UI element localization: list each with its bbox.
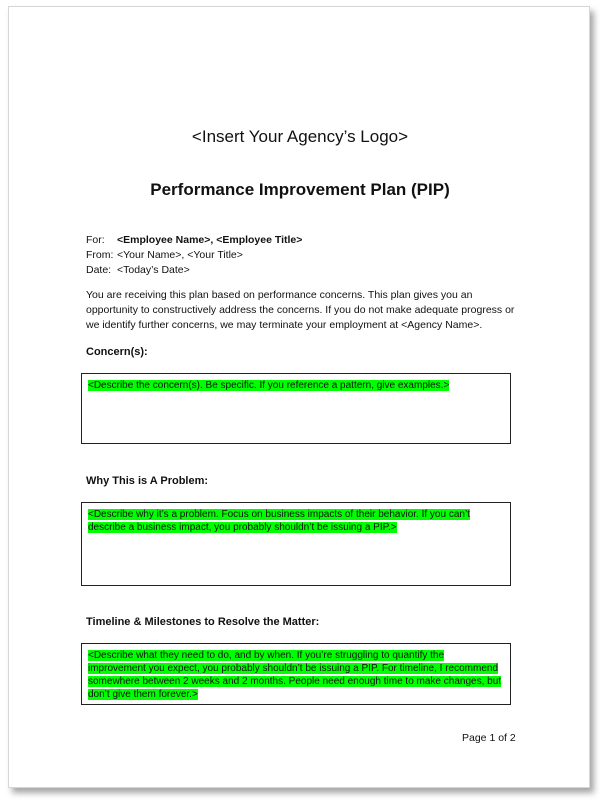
timeline-box-text: <Describe what they need to do, and by when. If you’re struggling to quantify the improvement you expect, you probably shouldn’t be issuing a PIP. For timeline, I recommend somewhere between 2 weeks and 2 months. People need enough time to make changes, but don’t give them forever.> bbox=[88, 650, 502, 700]
memo-header bbox=[86, 233, 302, 278]
concerns-heading: Concern(s): bbox=[86, 346, 148, 358]
logo-placeholder: <Insert Your Agency’s Logo> bbox=[191, 127, 409, 146]
for-row bbox=[86, 233, 302, 248]
intro-paragraph: You are receiving this plan based on performance concerns. This plan gives you an opportunity to constructively address the concerns. If you do not make adequate progress or we identify further concerns, we may terminate your employment at <Agency Name>. bbox=[86, 289, 515, 331]
problem-heading: Why This is A Problem: bbox=[86, 475, 209, 487]
date-value: <Today’s Date> bbox=[117, 264, 190, 276]
timeline-box[interactable] bbox=[81, 643, 511, 705]
date-row bbox=[86, 263, 302, 278]
for-label: For: bbox=[86, 234, 105, 246]
problem-box-text: <Describe why it’s a problem. Focus on business impacts of their behavior. If you can’t describe a business impact, you probably shouldn’t be issuing a PIP.> bbox=[88, 509, 470, 533]
problem-box[interactable] bbox=[81, 502, 511, 586]
for-value: <Employee Name>, <Employee Title> bbox=[117, 234, 303, 246]
from-value: <Your Name>, <Your Title> bbox=[117, 249, 243, 261]
timeline-heading: Timeline & Milestones to Resolve the Matter: bbox=[86, 616, 320, 628]
concerns-box[interactable] bbox=[81, 373, 511, 444]
from-label: From: bbox=[86, 249, 114, 261]
from-row bbox=[86, 248, 302, 263]
concerns-box-text: <Describe the concern(s). Be specific. If you reference a pattern, give examples.> bbox=[88, 380, 450, 391]
document-title: Performance Improvement Plan (PIP) bbox=[150, 180, 450, 199]
date-label: Date: bbox=[86, 264, 112, 276]
page-number: Page 1 of 2 bbox=[462, 732, 516, 744]
